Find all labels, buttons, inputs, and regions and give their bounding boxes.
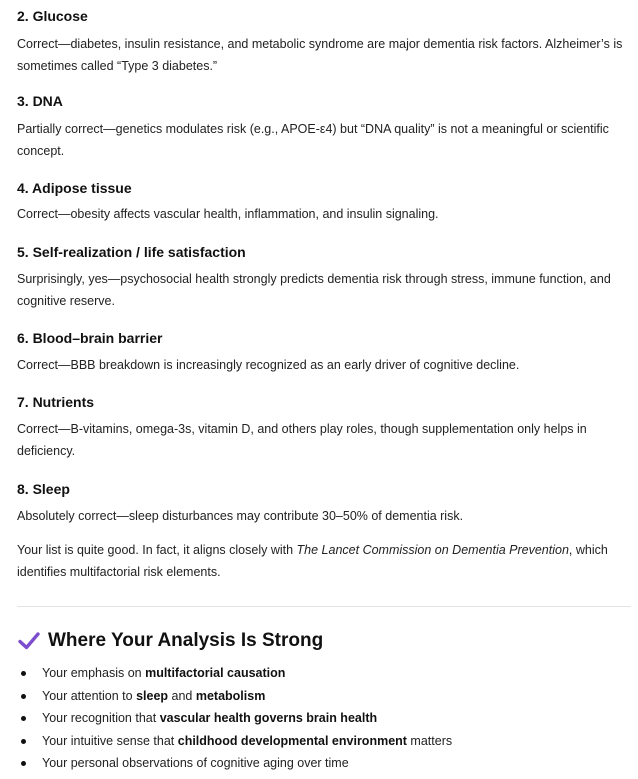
list-item: Your emphasis on multifactorial causation (17, 662, 629, 685)
strength-list (17, 662, 629, 775)
list-item: Your personal observations of cognitive aging over time (17, 752, 629, 775)
section-body-sleep: Absolutely correct—sleep disturbances may contribute 30–50% of dementia risk. (17, 509, 464, 523)
divider (17, 606, 631, 607)
section-heading-sleep: 8. Sleep (17, 481, 70, 497)
section-heading-glucose: 2. Glucose (17, 8, 88, 24)
section-body-adipose: Correct—obesity affects vascular health, inflammation, and insulin signaling. (17, 207, 439, 221)
list-item: Your recognition that vascular health governs brain health (17, 707, 629, 730)
strong-title: Where Your Analysis Is Strong (48, 630, 324, 651)
section-heading-blood-brain-barrier: 6. Blood–brain barrier (17, 330, 163, 346)
list-item: Your attention to sleep and metabolism (17, 685, 629, 708)
section-body-glucose: Correct—diabetes, insulin resistance, and metabolic syndrome are major dementia risk factors. Alzheimer’s is sometimes called “Type 3 diabetes.” (17, 37, 623, 73)
summary-paragraph: Your list is quite good. In fact, it aligns closely with The Lancet Commission on Dementia Prevention, which identifies multifactorial risk elements. (17, 543, 608, 579)
lancet-reference: The Lancet Commission on Dementia Prevention (296, 543, 569, 557)
list-item: Your intuitive sense that childhood developmental environment matters (17, 730, 629, 753)
section-body-dna: Partially correct—genetics modulates risk (e.g., APOE-ε4) but “DNA quality” is not a meaningful or scientific concept. (17, 122, 609, 158)
section-heading-dna: 3. DNA (17, 93, 63, 109)
section-body-blood-brain-barrier: Correct—BBB breakdown is increasingly recognized as an early driver of cognitive decline. (17, 358, 520, 372)
section-heading-nutrients: 7. Nutrients (17, 394, 95, 410)
section-heading-adipose: 4. Adipose tissue (17, 180, 132, 196)
section-heading-self-realization: 5. Self-realization / life satisfaction (17, 244, 246, 260)
section-body-nutrients: Correct—B-vitamins, omega-3s, vitamin D, and others play roles, though supplementation only helps in deficiency. (17, 422, 587, 458)
check-icon (17, 630, 41, 652)
section-body-self-realization: Surprisingly, yes—psychosocial health strongly predicts dementia risk through stress, immune function, and cognitive reserve. (17, 272, 611, 308)
strong-heading (17, 630, 323, 652)
